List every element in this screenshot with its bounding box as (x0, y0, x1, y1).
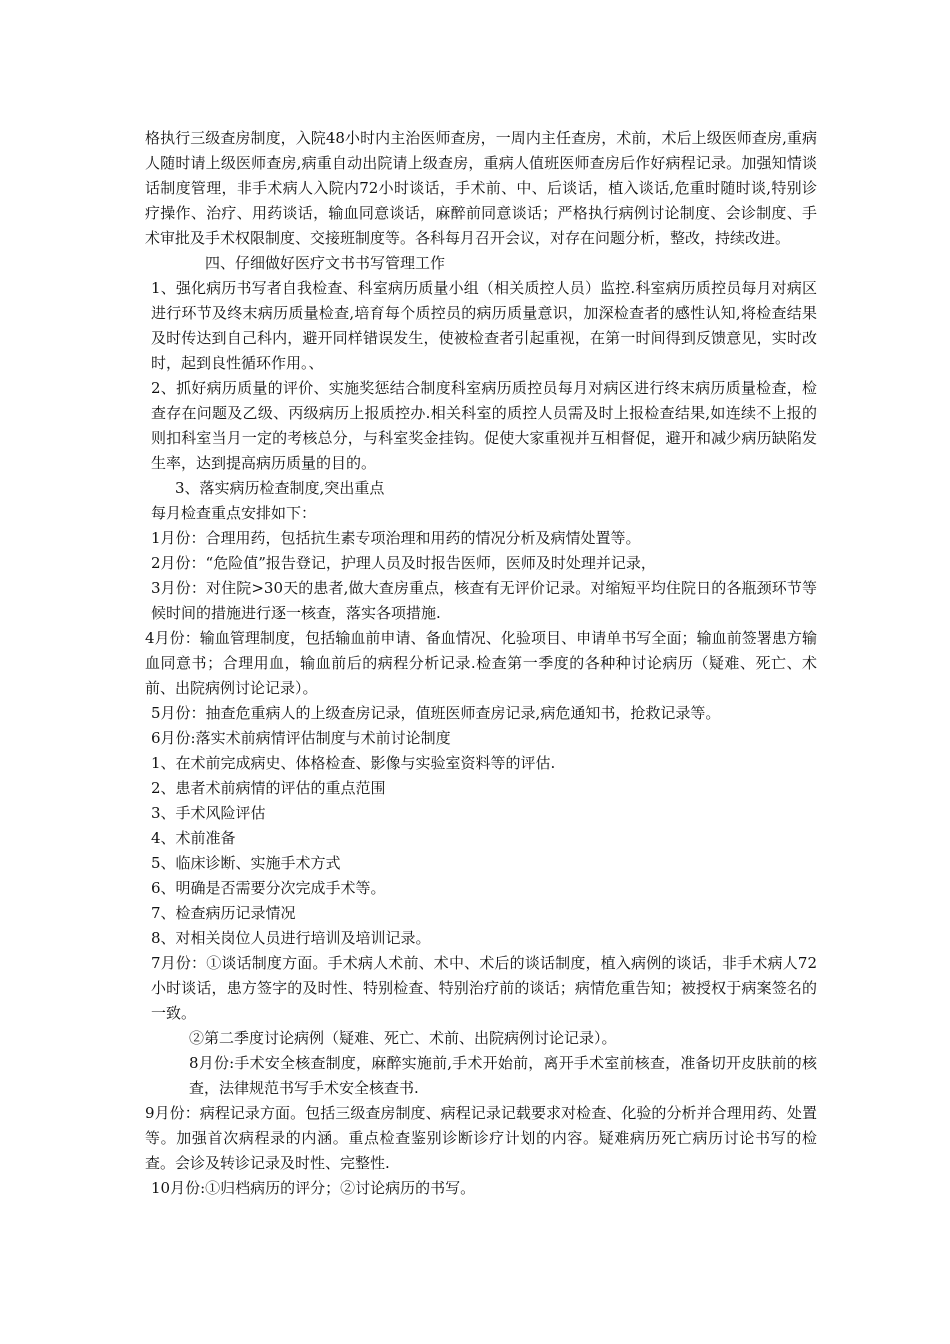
paragraph-quality-evaluation: 2、抓好病历质量的评价、实施奖惩结合制度科室病历质控员每月对病区进行终末病历质量检查，检查存在问题及乙级、丙级病历上报质控办.相关科室的质控人员需及时上报检查结果,如连续不上报的则扣科室当月一定的考核总分，与科室奖金挂钩。促使大家重视并互相督促，避开和减少病历缺陷发生率，达到提高病历质量的目的。 (151, 379, 817, 472)
month-item-1: 1月份：合理用药，包括抗生素专项治理和用药的情况分析及病情处置等。 (151, 529, 641, 547)
june-subitem-8: 8、对相关岗位人员进行培训及培训记录。 (151, 929, 431, 947)
subheading-inspection-system: 3、落实病历检查制度,突出重点 (175, 479, 385, 497)
month-item-7: 7月份：①谈话制度方面。手术病人术前、术中、术后的谈话制度，植入病例的谈话，非手术病人72小时谈话，患方签字的及时性、特别检查、特别治疗前的谈话；病情危重告知；被授权于病案签名的一致。 (151, 954, 817, 1022)
month-item-3: 3月份：对住院>30天的患者,做大查房重点，核查有无评价记录。对缩短平均住院日的各瓶颈环节等候时间的措施进行逐一核查，落实各项措施. (151, 579, 817, 622)
paragraph-self-inspection: 1、强化病历书写者自我检查、科室病历质量小组（相关质控人员）监控.科室病历质控员每月对病区进行环节及终末病历质量检查,培育每个质控员的病历质量意识，加深检查者的感性认知,将检查结果及时传达到自己科内，避开同样错误发生，使被检查者引起重视，在第一时间得到反馈意见，实时改时，起到良性循环作用。、 (151, 279, 817, 372)
month-item-4: 4月份：输血管理制度，包括输血前申请、备血情况、化验项目、申请单书写全面；输血前签署患方输血同意书；合理用血，输血前后的病程分析记录.检查第一季度的各种种讨论病历（疑难、死亡、术前、出院病例讨论记录）。 (145, 629, 817, 697)
month-item-9: 9月份：病程记录方面。包括三级查房制度、病程记录记载要求对检查、化验的分析并合理用药、处置等。加强首次病程录的内涵。重点检查鉴别诊断诊疗计划的内容。疑难病历死亡病历讨论书写的检查。会诊及转诊记录及时性、完整性. (145, 1104, 817, 1172)
june-subitem-5: 5、临床诊断、实施手术方式 (151, 854, 341, 872)
june-subitem-1: 1、在术前完成病史、体格检查、影像与实验室资料等的评估. (151, 754, 556, 772)
month-item-2: 2月份：“危险值”报告登记，护理人员及时报告医师，医师及时处理并记录， (151, 554, 656, 572)
june-subitem-7: 7、检查病历记录情况 (151, 904, 296, 922)
june-subitem-4: 4、术前准备 (151, 829, 236, 847)
section-heading-medical-documents: 四、仔细做好医疗文书书写管理工作 (205, 254, 446, 272)
june-subitem-6: 6、明确是否需要分次完成手术等。 (151, 879, 386, 897)
month-item-6: 6月份:落实术前病情评估制度与术前讨论制度 (151, 729, 451, 747)
monthly-schedule-intro: 每月检查重点安排如下： (151, 504, 317, 522)
month-item-5: 5月份：抽查危重病人的上级查房记录，值班医师查房记录,病危通知书，抢救记录等。 (151, 704, 721, 722)
june-subitem-2: 2、患者术前病情的评估的重点范围 (151, 779, 386, 797)
july-subitem-2: ②第二季度讨论病例（疑难、死亡、术前、出院病例讨论记录）。 (189, 1029, 617, 1047)
june-subitem-3: 3、手术风险评估 (151, 804, 266, 822)
month-item-10: 10月份:①归档病历的评分；②讨论病历的书写。 (151, 1179, 476, 1197)
document-body (145, 126, 817, 1201)
paragraph-ward-rounds: 格执行三级查房制度，入院48小时内主治医师查房，一周内主任查房，术前，术后上级医师查房,重病人随时请上级医师查房,病重自动出院请上级查房，重病人值班医师查房后作好病程记录。加强知情谈话制度管理，非手术病人入院内72小时谈话，手术前、中、后谈话，植入谈话,危重时随时谈,特别诊疗操作、治疗、用药谈话，输血同意谈话，麻醉前同意谈话；严格执行病例讨论制度、会诊制度、手术审批及手术权限制度、交接班制度等。各科每月召开会议，对存在问题分析，整改，持续改进。 (145, 129, 817, 247)
month-item-8: 8月份:手术安全核查制度，麻醉实施前,手术开始前，离开手术室前核查，准备切开皮肤前的核查，法律规范书写手术安全核查书. (189, 1054, 817, 1097)
